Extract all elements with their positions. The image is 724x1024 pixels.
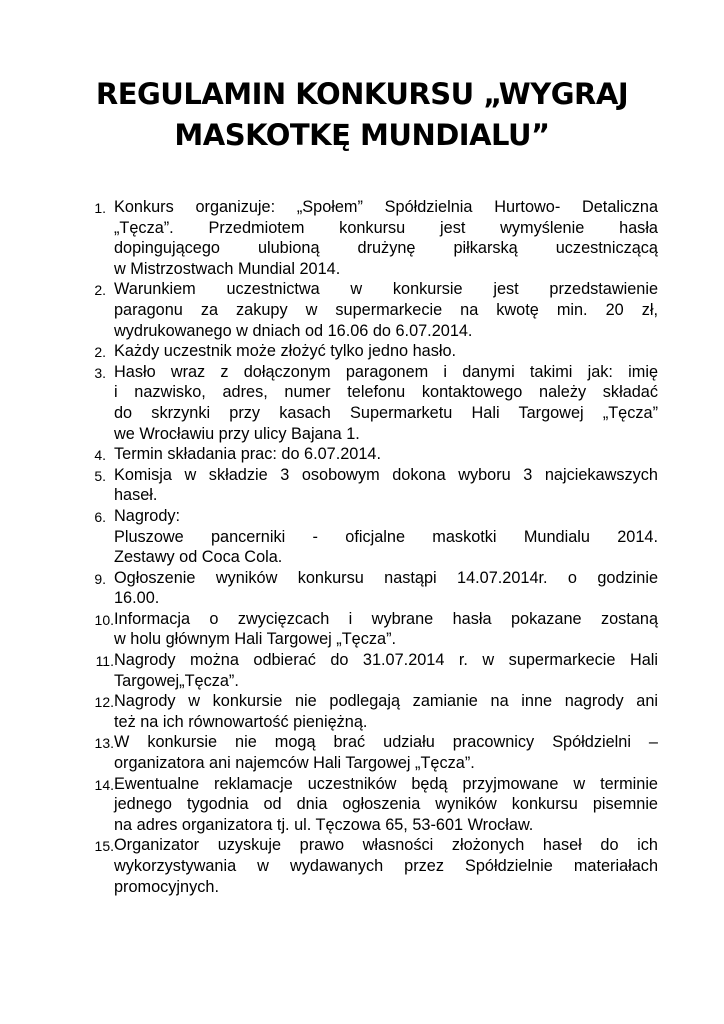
rule-number: 11. [95, 653, 114, 670]
rule-item [84, 774, 658, 836]
rule-text-line: dopingującego ulubioną drużynę piłkarską uczestniczącą [114, 239, 658, 258]
rule-item [84, 279, 658, 341]
rule-number: 14. [94, 776, 114, 793]
title-line-1: REGULAMIN KONKURSU „WYGRAJ [95, 77, 629, 111]
rule-text-line: Pluszowe pancerniki - oficjalne maskotki Mundialu 2014. [114, 527, 658, 546]
rule-item [84, 197, 658, 279]
rule-item [84, 609, 658, 650]
rule-text-line: Zestawy od Coca Cola. [114, 548, 283, 567]
rule-text-line: Informacja o zwycięzcach i wybrane hasła pokazane zostaną [114, 609, 658, 628]
rule-text-line: Ewentualne reklamacje uczestników będą przyjmowane w terminie [114, 774, 658, 793]
rule-item [84, 650, 658, 691]
rule-item [84, 732, 658, 773]
rule-text-line: Nagrody można odbierać do 31.07.2014 r. w supermarkecie Hali [114, 651, 658, 670]
rule-text-line: wykorzystywania w wydawanych przez Spółdzielnie materiałach [114, 857, 658, 875]
rule-number: 6. [94, 508, 106, 525]
rule-text-line: promocyjnych. [114, 877, 219, 896]
rule-text-line: na adres organizatora tj. ul. Tęczowa 65, 53-601 Wrocław. [114, 815, 534, 834]
rule-text-line: paragonu za zakupy w supermarkecie na kwotę min. 20 zł, [114, 300, 658, 319]
rule-text-line: Komisja w składzie 3 osobowym dokona wyboru 3 najciekawszych [114, 465, 658, 484]
document-title [0, 74, 724, 156]
rule-text-line: i nazwisko, adres, numer telefonu kontaktowego należy składać [114, 383, 658, 402]
rule-text-line: Hasło wraz z dołączonym paragonem i danymi takimi jak: imię [114, 362, 658, 381]
rule-text-line: Konkurs organizuje: „Społem” Spółdzielnia Hurtowo- Detaliczna [114, 198, 658, 216]
rule-number: 3. [94, 364, 106, 381]
title-line-2: MASKOTKĘ MUNDIALU” [174, 118, 550, 152]
rule-item [84, 691, 658, 732]
rule-text-line: też na ich równowartość pieniężną. [114, 712, 368, 731]
rule-item [84, 835, 658, 897]
rule-number: 12. [94, 694, 114, 711]
rule-text-line: Organizator uzyskuje prawo własności złożonych haseł do ich [114, 836, 658, 855]
rule-item [84, 465, 658, 506]
rule-number: 9. [94, 570, 106, 587]
rule-text-line: do skrzynki przy kasach Supermarketu Hali Targowej „Tęcza” [114, 403, 658, 422]
rule-item [84, 341, 658, 362]
rule-number: 1. [94, 200, 106, 216]
rule-item [84, 568, 658, 609]
rule-text-line: 16.00. [114, 589, 160, 608]
rule-number: 13. [94, 735, 114, 752]
rules-list [84, 197, 658, 897]
rule-item [84, 362, 658, 444]
rule-item [84, 506, 658, 568]
rule-text-line: Ogłoszenie wyników konkursu nastąpi 14.07.2014r. o godzinie [114, 568, 658, 587]
rule-number: 15. [94, 838, 114, 855]
rule-item [84, 444, 658, 465]
rule-text-line: W konkursie nie mogą brać udziału pracownicy Spółdzielni – [114, 733, 658, 752]
rule-number: 2. [94, 282, 106, 299]
rule-text-line: Nagrody: [114, 506, 181, 525]
rule-text-line: „Tęcza”. Przedmiotem konkursu jest wymyślenie hasła [114, 218, 658, 237]
rule-text-line: Termin składania prac: do 6.07.2014. [114, 445, 381, 464]
rule-number: 5. [94, 467, 106, 484]
rule-text-line: Każdy uczestnik może złożyć tylko jedno hasło. [114, 342, 457, 361]
rule-text-line: Warunkiem uczestnictwa w konkursie jest przedstawienie [114, 280, 658, 299]
rule-text-line: w Mistrzostwach Mundial 2014. [114, 259, 341, 278]
rule-number: 10. [94, 611, 114, 628]
rule-text-line: Targowej„Tęcza”. [114, 671, 239, 690]
rule-text-line: haseł. [114, 486, 158, 505]
rule-text-line: we Wrocławiu przy ulicy Bajana 1. [114, 424, 360, 443]
rule-text-line: organizatora ani najemców Hali Targowej „Tęcza”. [114, 754, 475, 773]
rule-text-line: jednego tygodnia od dnia ogłoszenia wyników konkursu pisemnie [114, 795, 658, 814]
rule-text-line: Nagrody w konkursie nie podlegają zamianie na inne nagrody ani [114, 692, 658, 711]
rule-number: 4. [94, 447, 106, 464]
rule-text-line: wydrukowanego w dniach od 16.06 do 6.07.2014. [114, 321, 473, 340]
rule-number: 2. [94, 344, 106, 361]
rule-text-line: w holu głównym Hali Targowej „Tęcza”. [114, 630, 397, 649]
